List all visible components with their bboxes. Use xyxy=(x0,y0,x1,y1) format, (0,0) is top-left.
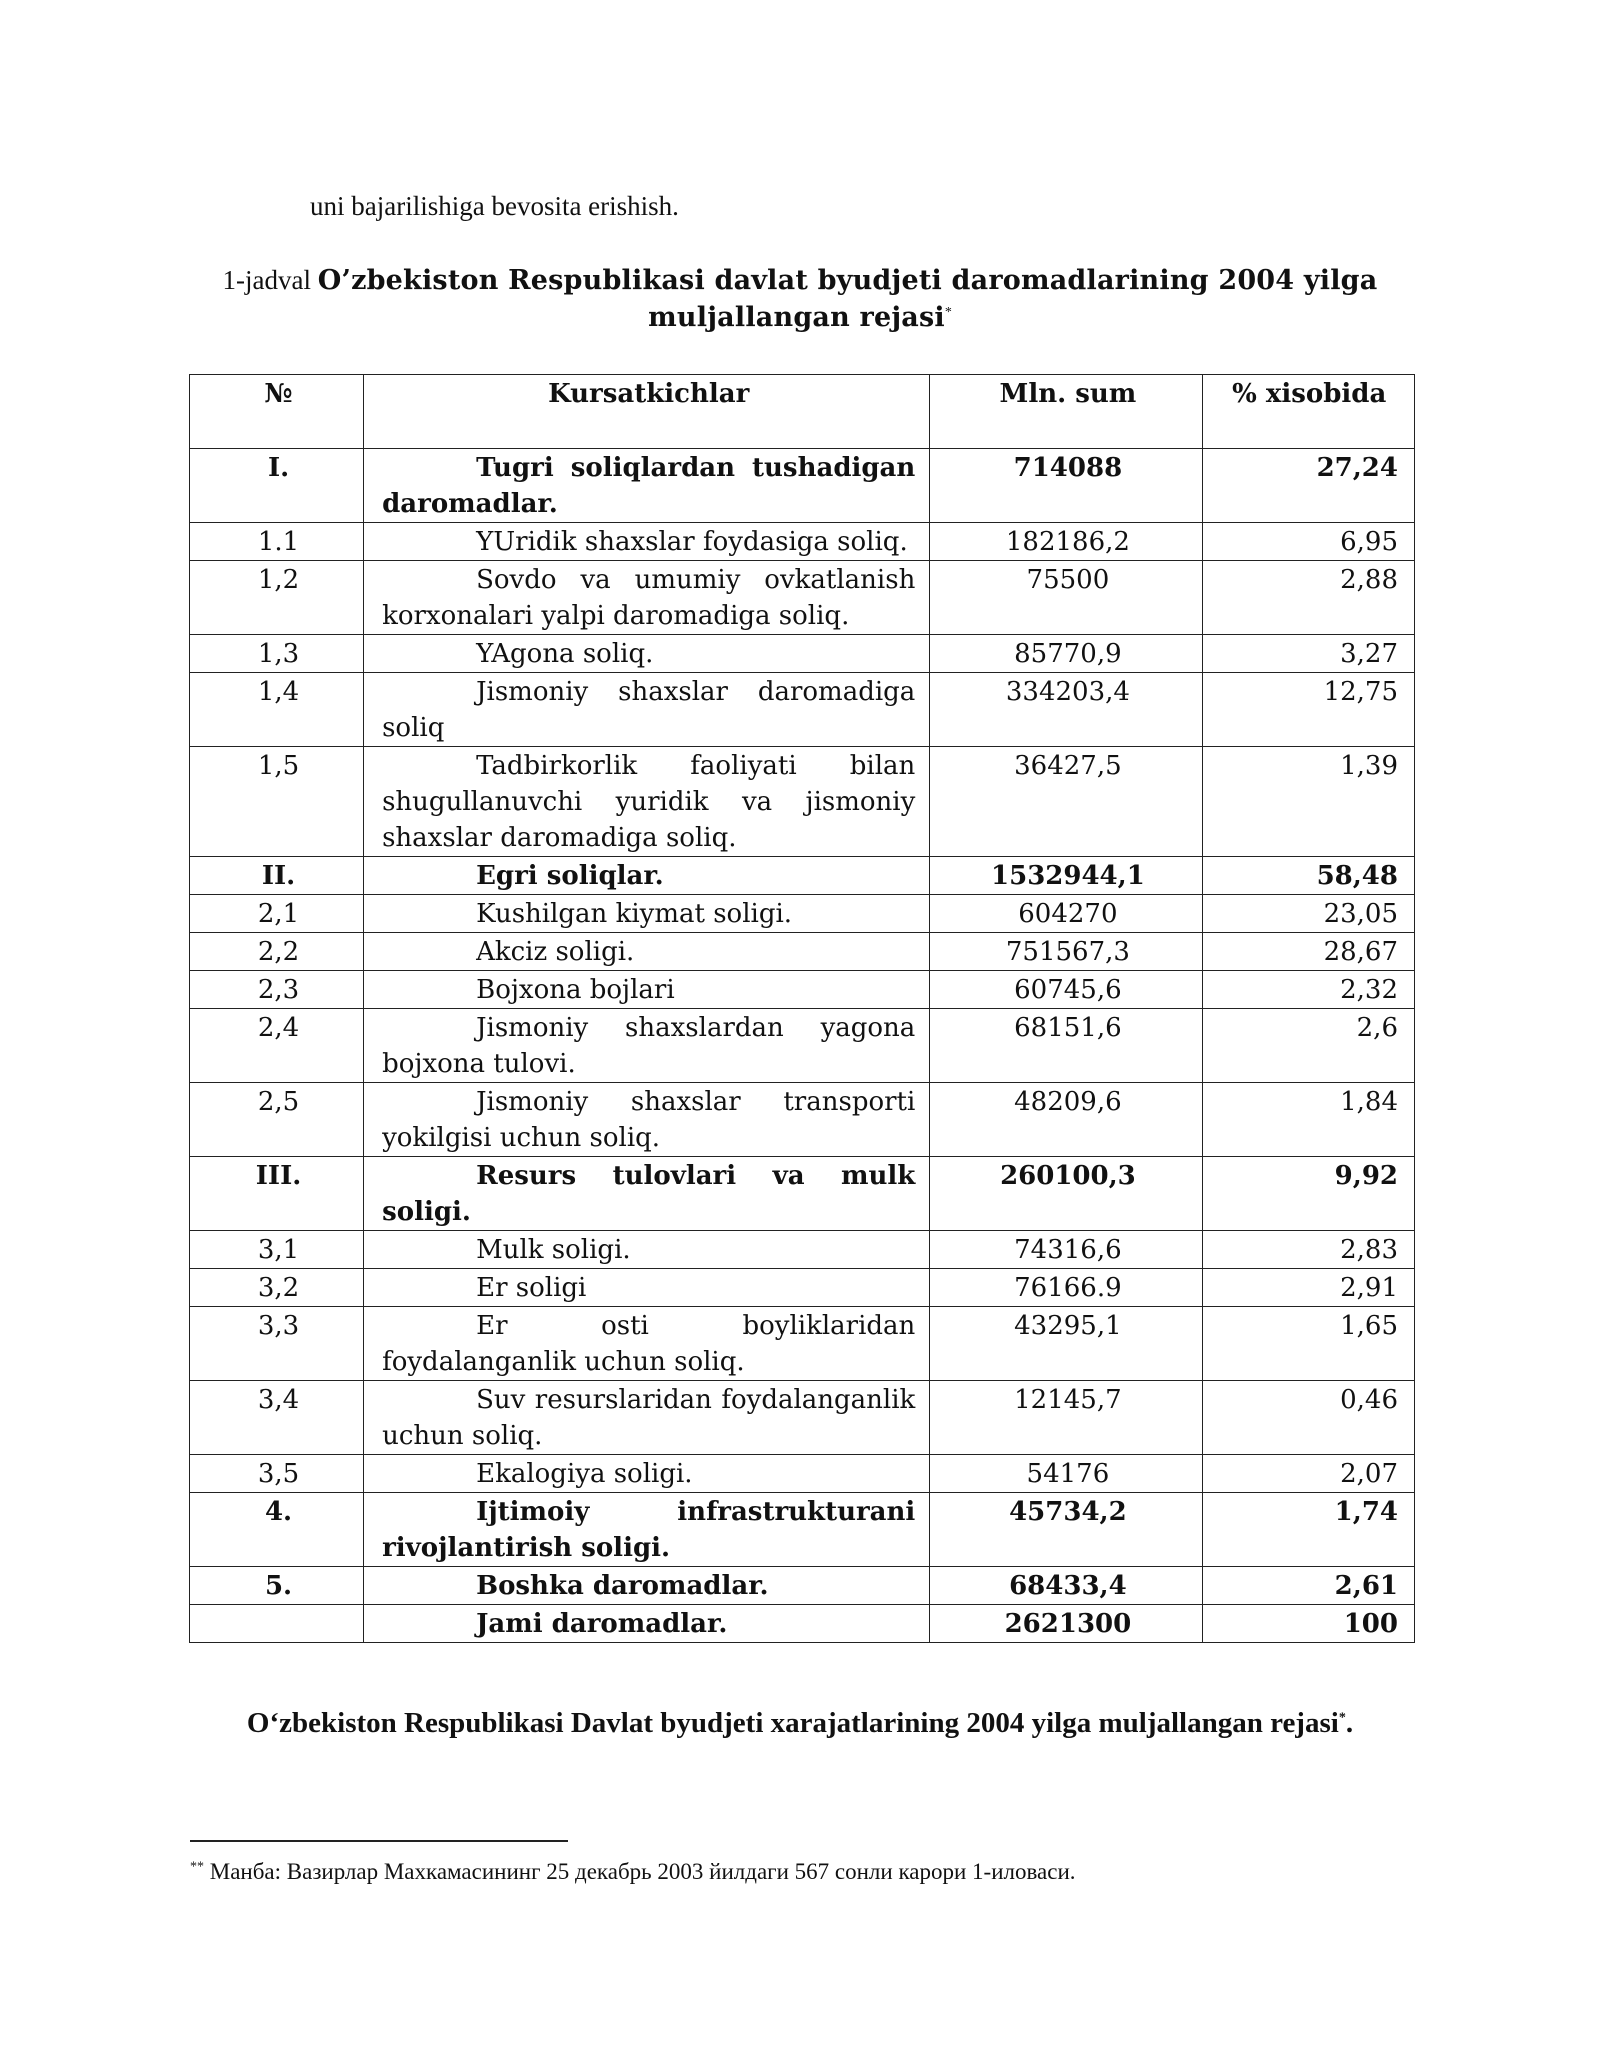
intro-text: uni bajarilishiga bevosita erishish. xyxy=(310,191,679,221)
table-row xyxy=(190,1455,1415,1493)
row-number: 3,1 xyxy=(190,1231,364,1269)
row-number: 3,4 xyxy=(190,1381,364,1455)
table-row xyxy=(190,561,1415,635)
row-value: 714088 xyxy=(930,449,1202,523)
row-indicator xyxy=(364,673,930,747)
row-number: 4. xyxy=(190,1493,364,1567)
row-value: 75500 xyxy=(930,561,1202,635)
table-caption-prefix: 1-jadval xyxy=(222,265,318,295)
row-percent: 2,6 xyxy=(1202,1009,1415,1083)
row-percent: 2,32 xyxy=(1202,971,1415,1009)
table-row xyxy=(190,1605,1415,1643)
header-number: № xyxy=(190,375,364,449)
expenditure-caption-end: . xyxy=(1345,1707,1354,1739)
row-indicator-text: Jismoniy shaxslar daromadiga soliq xyxy=(382,677,916,743)
header-percent xyxy=(1202,375,1415,449)
row-value: 48209,6 xyxy=(930,1083,1202,1157)
row-value: 1532944,1 xyxy=(930,857,1202,895)
row-value: 68433,4 xyxy=(930,1567,1202,1605)
row-percent: 9,92 xyxy=(1202,1157,1415,1231)
row-number: 2,5 xyxy=(190,1083,364,1157)
row-indicator xyxy=(364,1381,930,1455)
row-percent: 1,39 xyxy=(1202,747,1415,857)
row-percent: 2,91 xyxy=(1202,1269,1415,1307)
row-value: 76166.9 xyxy=(930,1269,1202,1307)
row-value: 43295,1 xyxy=(930,1307,1202,1381)
row-value: 54176 xyxy=(930,1455,1202,1493)
header-mln-sum: Mln. sum xyxy=(930,375,1202,449)
row-indicator xyxy=(364,857,930,895)
table-row xyxy=(190,1083,1415,1157)
table-row xyxy=(190,1009,1415,1083)
row-percent: 3,27 xyxy=(1202,635,1415,673)
row-percent: 0,46 xyxy=(1202,1381,1415,1455)
header-indicators: Kursatkichlar xyxy=(364,375,930,449)
row-value: 36427,5 xyxy=(930,747,1202,857)
row-number: 3,2 xyxy=(190,1269,364,1307)
row-indicator xyxy=(364,1493,930,1567)
footnote-mark: ** xyxy=(190,1859,204,1875)
row-number: 1,3 xyxy=(190,635,364,673)
row-indicator-text: Sovdo va umumiy ovkatlanish korxonalari yalpi daromadiga soliq. xyxy=(382,565,916,631)
row-indicator-text: Kushilgan kiymat soligi. xyxy=(476,899,793,929)
row-percent: 28,67 xyxy=(1202,933,1415,971)
row-indicator-text: Ijtimoiy infrastrukturani rivojlantirish soligi. xyxy=(382,1497,916,1563)
row-indicator-text: YAgona soliq. xyxy=(476,639,654,669)
row-percent: 1,65 xyxy=(1202,1307,1415,1381)
row-indicator xyxy=(364,933,930,971)
table-caption xyxy=(190,262,1410,336)
table-row xyxy=(190,523,1415,561)
table-row xyxy=(190,1269,1415,1307)
row-percent: 2,88 xyxy=(1202,561,1415,635)
table-row xyxy=(190,1231,1415,1269)
table-caption-footnote-mark: * xyxy=(944,305,952,320)
row-value: 260100,3 xyxy=(930,1157,1202,1231)
row-indicator-text: Tugri soliqlardan tushadigan daromadlar. xyxy=(382,453,916,519)
row-indicator-text: Jismoniy shaxslardan yagona bojxona tulovi. xyxy=(382,1013,916,1079)
row-indicator-text: Er soligi xyxy=(476,1273,587,1303)
footnote-text: Манба: Вазирлар Махкамасининг 25 декабрь 2003 йилдаги 567 сонли карори 1-иловаси. xyxy=(204,1859,1076,1884)
row-value: 182186,2 xyxy=(930,523,1202,561)
row-number: III. xyxy=(190,1157,364,1231)
row-value: 334203,4 xyxy=(930,673,1202,747)
row-percent: 12,75 xyxy=(1202,673,1415,747)
table-row xyxy=(190,895,1415,933)
row-indicator-text: Boshka daromadlar. xyxy=(476,1571,769,1601)
row-number: 2,4 xyxy=(190,1009,364,1083)
row-value: 751567,3 xyxy=(930,933,1202,971)
revenue-table xyxy=(189,374,1415,1643)
row-number xyxy=(190,1605,364,1643)
row-number: 1,4 xyxy=(190,673,364,747)
row-percent: 1,74 xyxy=(1202,1493,1415,1567)
row-percent: 100 xyxy=(1202,1605,1415,1643)
row-percent: 23,05 xyxy=(1202,895,1415,933)
row-percent: 1,84 xyxy=(1202,1083,1415,1157)
row-value: 45734,2 xyxy=(930,1493,1202,1567)
row-indicator xyxy=(364,1567,930,1605)
row-percent: 2,83 xyxy=(1202,1231,1415,1269)
table-row xyxy=(190,673,1415,747)
row-indicator xyxy=(364,1009,930,1083)
row-indicator xyxy=(364,523,930,561)
table-row xyxy=(190,971,1415,1009)
table-row xyxy=(190,1307,1415,1381)
table-caption-title: O’zbekiston Respublikasi davlat byudjeti daromadlarining 2004 yilga muljallangan rejasi xyxy=(317,265,1378,333)
row-number: 2,2 xyxy=(190,933,364,971)
row-indicator xyxy=(364,1157,930,1231)
row-number: II. xyxy=(190,857,364,895)
table-row xyxy=(190,747,1415,857)
expenditure-caption-mark: * xyxy=(1338,1710,1346,1726)
row-value: 12145,7 xyxy=(930,1381,1202,1455)
row-indicator xyxy=(364,1083,930,1157)
footnote-separator xyxy=(190,1840,568,1842)
row-indicator-text: Akciz soligi. xyxy=(476,937,635,967)
row-indicator xyxy=(364,1605,930,1643)
table-row xyxy=(190,1381,1415,1455)
row-number: 2,1 xyxy=(190,895,364,933)
row-indicator xyxy=(364,1231,930,1269)
row-percent: 2,61 xyxy=(1202,1567,1415,1605)
row-indicator xyxy=(364,1307,930,1381)
row-number: 1.1 xyxy=(190,523,364,561)
header-percent-text: % xisobida xyxy=(1232,379,1387,409)
row-value: 68151,6 xyxy=(930,1009,1202,1083)
row-percent: 6,95 xyxy=(1202,523,1415,561)
row-percent: 2,07 xyxy=(1202,1455,1415,1493)
row-indicator-text: Suv resurslaridan foydalanganlik uchun soliq. xyxy=(382,1385,916,1451)
row-indicator xyxy=(364,747,930,857)
footnote xyxy=(190,1857,1076,1887)
row-number: I. xyxy=(190,449,364,523)
row-value: 74316,6 xyxy=(930,1231,1202,1269)
expenditure-caption xyxy=(150,1705,1450,1741)
row-number: 5. xyxy=(190,1567,364,1605)
row-indicator xyxy=(364,895,930,933)
row-indicator xyxy=(364,635,930,673)
row-indicator xyxy=(364,971,930,1009)
table-row xyxy=(190,1567,1415,1605)
expenditure-caption-title: O‘zbekiston Respublikasi Davlat byudjeti xarajatlarining 2004 yilga muljallangan rejasi xyxy=(246,1707,1339,1739)
row-indicator-text: Jami daromadlar. xyxy=(476,1609,728,1639)
row-indicator xyxy=(364,1269,930,1307)
row-indicator xyxy=(364,561,930,635)
table-row xyxy=(190,933,1415,971)
row-percent: 58,48 xyxy=(1202,857,1415,895)
row-indicator-text: Resurs tulovlari va mulk soligi. xyxy=(382,1161,916,1227)
row-value: 85770,9 xyxy=(930,635,1202,673)
row-indicator-text: Tadbirkorlik faoliyati bilan shugullanuvchi yuridik va jismoniy shaxslar daromadiga soliq. xyxy=(382,751,916,853)
row-number: 3,5 xyxy=(190,1455,364,1493)
row-indicator-text: Egri soliqlar. xyxy=(476,861,664,891)
row-value: 604270 xyxy=(930,895,1202,933)
row-value: 60745,6 xyxy=(930,971,1202,1009)
row-indicator-text: Mulk soligi. xyxy=(476,1235,631,1265)
row-number: 3,3 xyxy=(190,1307,364,1381)
row-indicator-text: YUridik shaxslar foydasiga soliq. xyxy=(476,527,908,557)
row-percent: 27,24 xyxy=(1202,449,1415,523)
row-number: 2,3 xyxy=(190,971,364,1009)
table-row xyxy=(190,449,1415,523)
row-indicator xyxy=(364,1455,930,1493)
row-indicator-text: Jismoniy shaxslar transporti yokilgisi uchun soliq. xyxy=(382,1087,916,1153)
row-value: 2621300 xyxy=(930,1605,1202,1643)
row-indicator-text: Ekalogiya soligi. xyxy=(476,1459,693,1489)
table-header-row xyxy=(190,375,1415,449)
table-row xyxy=(190,1157,1415,1231)
row-indicator-text: Er osti boyliklaridan foydalanganlik uchun soliq. xyxy=(382,1311,916,1377)
table-row xyxy=(190,635,1415,673)
table-row xyxy=(190,1493,1415,1567)
row-indicator xyxy=(364,449,930,523)
row-indicator-text: Bojxona bojlari xyxy=(476,975,675,1005)
row-number: 1,5 xyxy=(190,747,364,857)
table-row xyxy=(190,857,1415,895)
row-number: 1,2 xyxy=(190,561,364,635)
